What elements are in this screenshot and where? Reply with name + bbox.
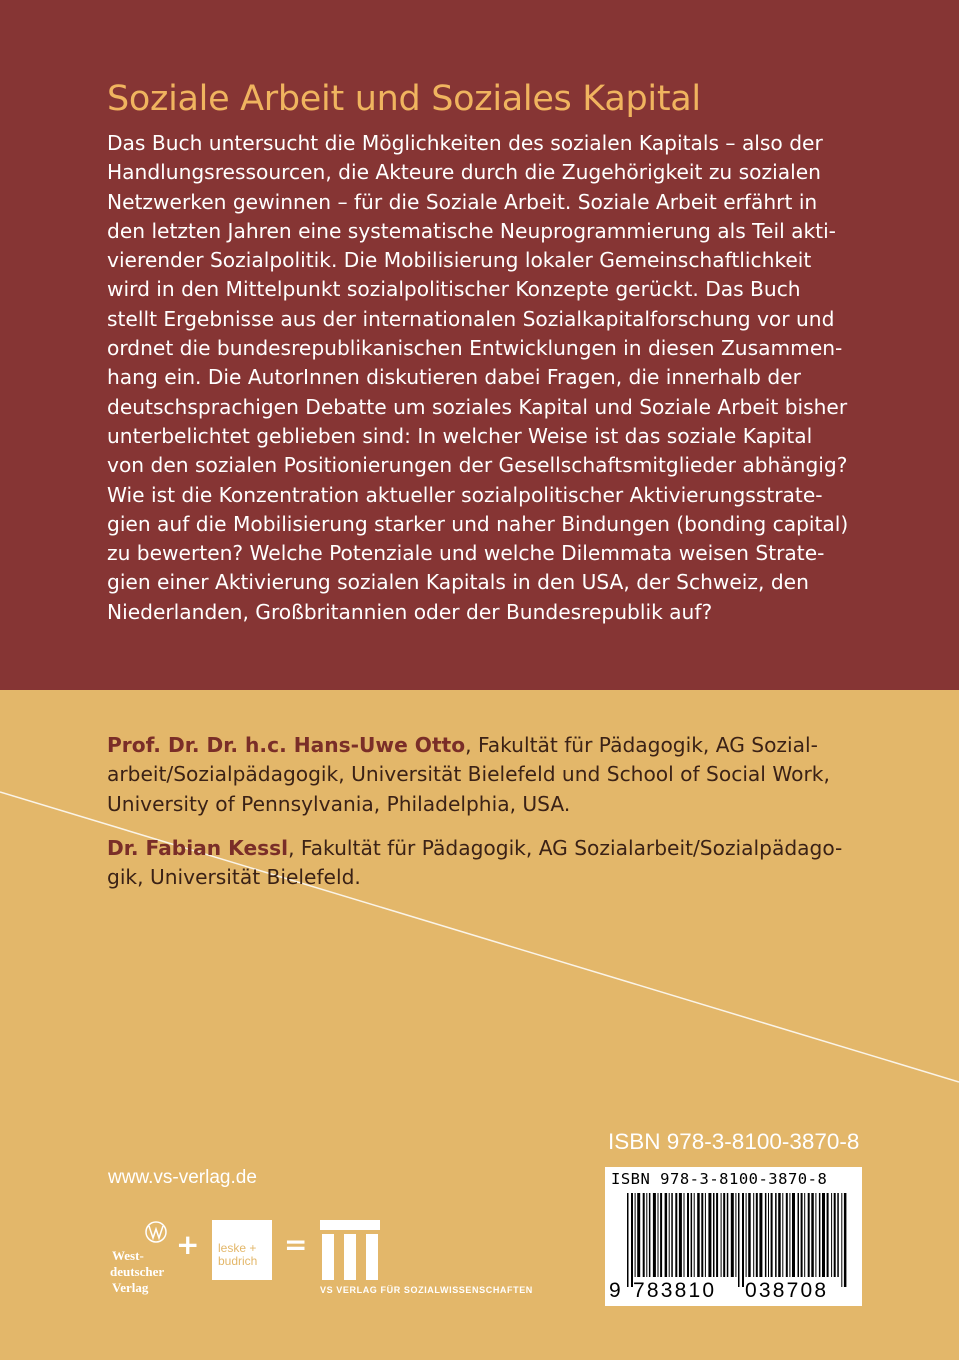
barcode-bar bbox=[708, 1193, 711, 1277]
blurb-line: Wie ist die Konzentration aktueller sozialpolitischer Aktivierungsstrate- bbox=[107, 482, 823, 507]
author-2-affiliation-1: , Fakultät für Pädagogik, AG Sozialarbeit/Sozialpädago- bbox=[288, 835, 843, 860]
vs-verlag-logo bbox=[320, 1220, 380, 1280]
barcode-bar bbox=[646, 1193, 647, 1277]
author-1-line-3: University of Pennsylvania, Philadelphia, USA. bbox=[107, 791, 571, 816]
blurb-line: Netzwerken gewinnen – für die Soziale Arbeit. Soziale Arbeit erfährt in bbox=[107, 189, 818, 214]
westdeutscher-verlag-logo bbox=[108, 1220, 170, 1300]
barcode-bar bbox=[649, 1193, 651, 1277]
barcode-bar bbox=[742, 1193, 744, 1287]
book-title: Soziale Arbeit und Soziales Kapital bbox=[107, 79, 701, 120]
author-2-line-2: gik, Universität Bielefeld. bbox=[107, 865, 361, 890]
barcode-bar bbox=[691, 1193, 693, 1277]
barcode-bar bbox=[675, 1193, 677, 1277]
barcode-right-digits: 038708 bbox=[745, 1279, 829, 1302]
barcode-bar bbox=[684, 1193, 685, 1277]
barcode-bar bbox=[671, 1193, 673, 1277]
website-link[interactable]: www.vs-verlag.de bbox=[108, 1167, 257, 1188]
lb-line-1: leske + bbox=[218, 1241, 257, 1255]
plus-sign: + bbox=[176, 1228, 200, 1261]
barcode-bar bbox=[669, 1193, 670, 1277]
barcode-bar bbox=[635, 1193, 636, 1277]
barcode-isbn-text: ISBN 978-3-8100-3870-8 bbox=[611, 1170, 828, 1188]
isbn-label: ISBN 978-3-8100-3870-8 bbox=[608, 1129, 860, 1154]
barcode-bar bbox=[804, 1193, 805, 1277]
barcode-left-digits: 783810 bbox=[633, 1279, 717, 1302]
author-2-line-1 bbox=[107, 834, 842, 863]
barcode-bar bbox=[815, 1193, 816, 1277]
barcode-bar bbox=[658, 1193, 659, 1277]
barcode-bar bbox=[660, 1193, 662, 1277]
barcode-bar bbox=[748, 1193, 751, 1277]
equals-sign: = bbox=[284, 1228, 308, 1261]
barcode-bar bbox=[756, 1193, 758, 1277]
barcode-bar bbox=[637, 1193, 640, 1277]
barcode-bar bbox=[727, 1193, 729, 1277]
barcode-bar bbox=[731, 1193, 734, 1277]
vs-verlag-tagline: VS VERLAG FÜR SOZIALWISSENSCHAFTEN bbox=[320, 1285, 533, 1295]
author-1-affiliation-1: , Fakultät für Pädagogik, AG Sozial- bbox=[465, 733, 818, 757]
wdv-line-2: deutscher bbox=[110, 1264, 165, 1279]
blurb-line: stellt Ergebnisse aus der internationalen Sozialkapitalforschung vor und bbox=[107, 306, 835, 331]
wdv-line-1: West- bbox=[112, 1248, 144, 1263]
barcode-bar bbox=[765, 1193, 767, 1277]
barcode-bar bbox=[782, 1193, 783, 1277]
blurb-line: von den sozialen Positionierungen der Gesellschaftsmitglieder abhängig? bbox=[107, 453, 848, 478]
barcode-bar bbox=[775, 1193, 777, 1277]
barcode-bar bbox=[801, 1193, 803, 1277]
barcode-bar bbox=[831, 1193, 832, 1277]
blurb-line: den letzten Jahren eine systematische Neuprogrammierung als Teil akti- bbox=[107, 218, 836, 243]
barcode-bar bbox=[679, 1193, 682, 1277]
blurb-line: gien einer Aktivierung sozialen Kapitals in den USA, der Schweiz, den bbox=[107, 570, 809, 595]
barcode-bar bbox=[643, 1193, 645, 1277]
barcode-bar bbox=[768, 1193, 769, 1277]
barcode-bar bbox=[841, 1193, 842, 1287]
barcode-bar bbox=[705, 1193, 706, 1277]
barcode-bar bbox=[716, 1193, 718, 1277]
barcode-bar bbox=[721, 1193, 722, 1277]
barcode-bar bbox=[786, 1193, 788, 1277]
barcode-bar bbox=[808, 1193, 810, 1277]
barcode-bar bbox=[819, 1193, 821, 1277]
blurb-line: ordnet die bundesrepublikanischen Entwicklungen in diesen Zusammen- bbox=[107, 336, 843, 361]
barcode-lead-digit: 9 bbox=[609, 1279, 621, 1302]
blurb-line: gien auf die Mobilisierung starker und naher Bindungen (bonding capital) bbox=[107, 511, 849, 536]
barcode-bar bbox=[746, 1193, 747, 1277]
blurb-line: Niederlanden, Großbritannien oder der Bundesrepublik auf? bbox=[107, 599, 713, 624]
lb-line-2: budrich bbox=[218, 1254, 258, 1268]
blurb-line: vierender Sozialpolitik. Die Mobilisierung lokaler Gemeinschaftlichkeit bbox=[107, 248, 812, 273]
blurb-line: hang ein. Die AutorInnen diskutieren dabei Fragen, die innerhalb der bbox=[107, 365, 801, 390]
barcode bbox=[605, 1167, 862, 1306]
barcode-bar bbox=[844, 1193, 847, 1287]
author-1-line-2: arbeit/Sozialpädagogik, Universität Bielefeld und School of Social Work, bbox=[107, 762, 830, 787]
barcode-bar bbox=[713, 1193, 715, 1277]
barcode-bar bbox=[653, 1193, 656, 1277]
author-1-name: Prof. Dr. Dr. h.c. Hans-Uwe Otto bbox=[107, 733, 466, 757]
barcode-bar bbox=[827, 1193, 829, 1277]
barcode-bar bbox=[687, 1193, 689, 1277]
barcode-bar bbox=[792, 1193, 795, 1277]
barcode-bar bbox=[627, 1193, 629, 1287]
blurb-line: unterbelichtet geblieben sind: In welcher Weise ist das soziale Kapital bbox=[107, 423, 813, 448]
barcode-bar bbox=[759, 1193, 762, 1277]
barcode-bar bbox=[697, 1193, 700, 1277]
leske-budrich-logo bbox=[212, 1220, 272, 1280]
barcode-bar bbox=[735, 1193, 736, 1277]
barcode-bar bbox=[723, 1193, 725, 1277]
blurb-line: Das Buch untersucht die Möglichkeiten des sozialen Kapitals – also der bbox=[107, 131, 823, 155]
barcode-bar bbox=[665, 1193, 668, 1277]
wdv-line-3: Verlag bbox=[112, 1280, 149, 1295]
blurb-line: Handlungsressourcen, die Akteure durch die Zugehörigkeit zu sozialen bbox=[107, 160, 821, 185]
barcode-bar bbox=[701, 1193, 703, 1277]
leske-budrich-text bbox=[218, 1242, 257, 1268]
barcode-bar bbox=[778, 1193, 781, 1277]
barcode-bar bbox=[694, 1193, 695, 1277]
author-bios bbox=[107, 731, 842, 892]
barcode-bar bbox=[798, 1193, 800, 1277]
author-1-line-1 bbox=[107, 731, 842, 760]
barcode-bar bbox=[834, 1193, 836, 1277]
barcode-bar bbox=[738, 1193, 740, 1287]
author-gap bbox=[107, 819, 842, 834]
barcode-bar bbox=[822, 1193, 825, 1277]
barcode-bar bbox=[753, 1193, 754, 1277]
barcode-bar bbox=[811, 1193, 814, 1277]
barcode-bar bbox=[631, 1193, 633, 1287]
barcode-bar bbox=[771, 1193, 773, 1277]
blurb-line: wird in den Mittelpunkt sozialpolitischer Konzepte gerückt. Das Buch bbox=[107, 277, 801, 302]
blurb-text bbox=[107, 129, 867, 627]
blurb-line: zu bewerten? Welche Potenziale und welche Dilemmata weisen Strate- bbox=[107, 541, 825, 566]
barcode-bar bbox=[837, 1193, 839, 1277]
blurb-line: deutschsprachigen Debatte um soziales Kapital und Soziale Arbeit bisher bbox=[107, 394, 848, 419]
author-2-name: Dr. Fabian Kessl bbox=[107, 835, 289, 860]
barcode-bar bbox=[789, 1193, 790, 1277]
